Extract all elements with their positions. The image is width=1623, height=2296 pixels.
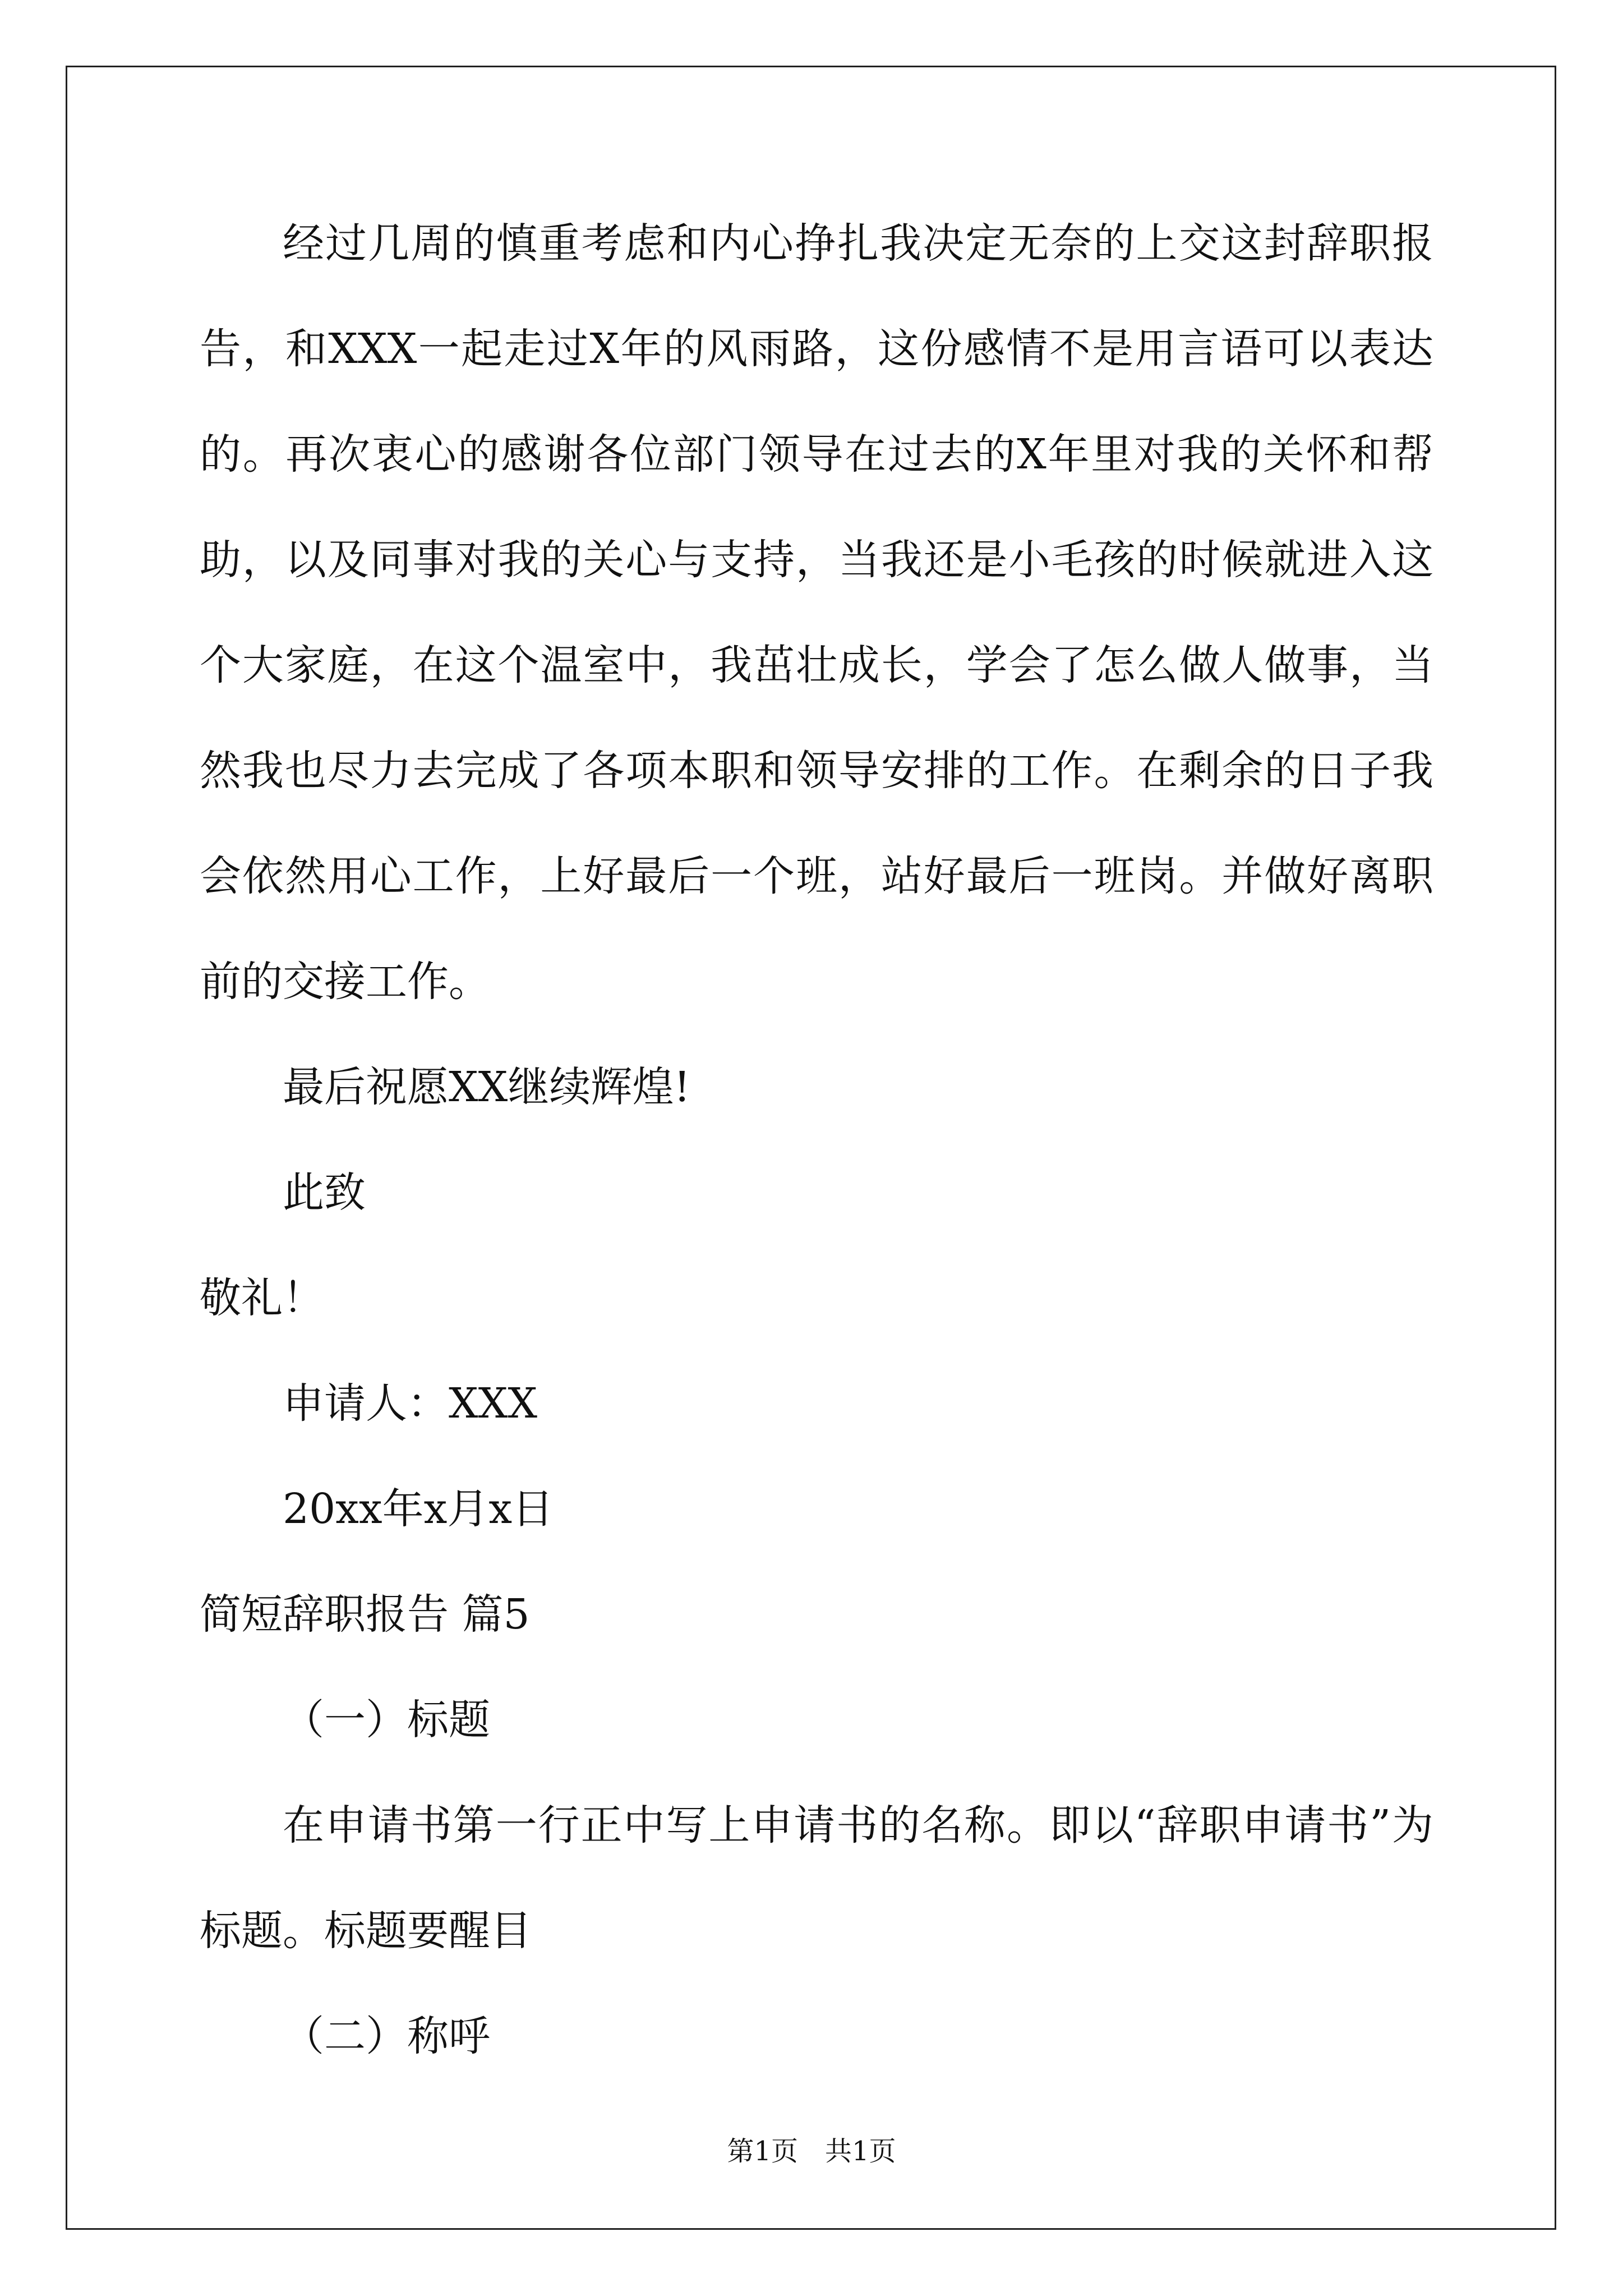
page-total: 共1页 — [825, 2136, 896, 2167]
page-number: 第1页 — [727, 2136, 798, 2167]
paragraph-resignation-body: 经过几周的慎重考虑和内心挣扎我决定无奈的上交这封辞职报告，和XXX一起走过X年的风雨路，这份感情不是用言语可以表达的。再次衷心的感谢各位部门领导在过去的X年里对我的关怀和帮助，以及同事对我的关心与支持，当我还是小毛孩的时候就进入这个大家庭，在这个温室中，我茁壮成长，学会了怎么做人做事，当然我也尽力去完成了各项本职和领导安排的工作。在剩余的日子我会依然用心工作，上好最后一个班，站好最后一班岗。并做好离职前的交接工作。 — [200, 219, 1433, 1006]
paragraph-closing-wish: 最后祝愿XX继续辉煌! — [283, 1063, 691, 1111]
subheading-title: （一）标题 — [283, 1696, 490, 1744]
page-footer — [0, 2134, 1623, 2168]
document-body — [200, 191, 1433, 2089]
paragraph-title-instructions: 在申请书第一行正中写上申请书的名称。即以“辞职申请书”为标题。标题要醒目 — [200, 1801, 1433, 1955]
paragraph-regards: 敬礼！ — [200, 1274, 324, 1322]
paragraph-salutation: 此致 — [283, 1168, 366, 1217]
section-heading: 简短辞职报告 篇5 — [200, 1590, 530, 1639]
paragraph-date: 20xx年x月x日 — [283, 1485, 554, 1533]
subheading-salutation: （二）称呼 — [283, 2012, 490, 2060]
paragraph-applicant: 申请人：XXX — [283, 1379, 538, 1428]
